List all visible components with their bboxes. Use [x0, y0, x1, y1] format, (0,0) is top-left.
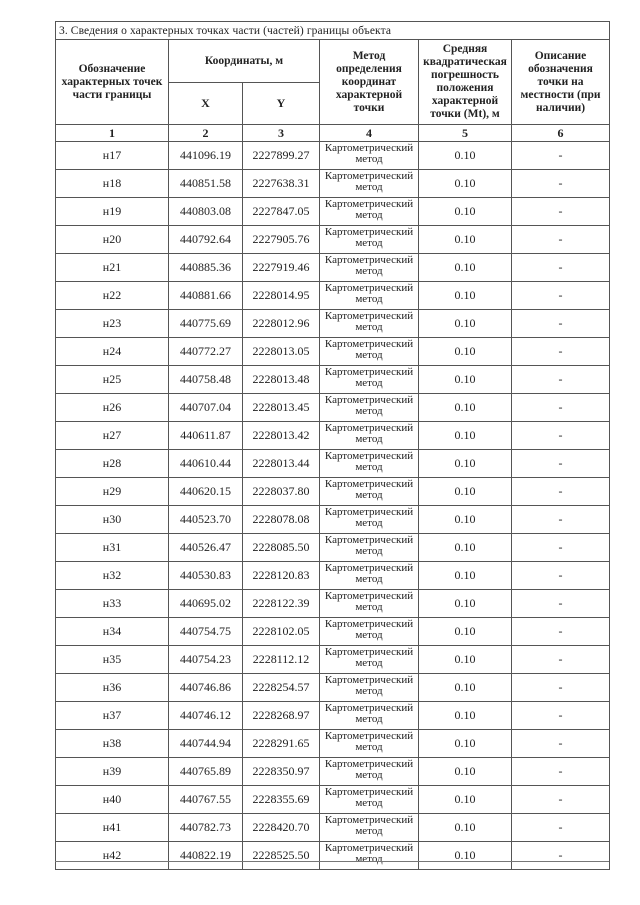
- table-row: [56, 450, 610, 478]
- point-cell: н36: [56, 674, 169, 702]
- y-coordinate-cell: 2228078.08: [243, 506, 320, 534]
- point-cell: н33: [56, 590, 169, 618]
- method-cell: Картометрический метод: [320, 198, 419, 226]
- method-cell: Картометрический метод: [320, 254, 419, 282]
- point-cell: н21: [56, 254, 169, 282]
- point-cell: н22: [56, 282, 169, 310]
- point-cell: н31: [56, 534, 169, 562]
- x-coordinate-cell: 440526.47: [169, 534, 243, 562]
- error-cell: 0.10: [419, 338, 512, 366]
- x-coordinate-cell: 440758.48: [169, 366, 243, 394]
- method-cell: Картометрический метод: [320, 758, 419, 786]
- table-row: [56, 646, 610, 674]
- x-coordinate-cell: 440775.69: [169, 310, 243, 338]
- point-cell: н35: [56, 646, 169, 674]
- y-coordinate-cell: 2227638.31: [243, 170, 320, 198]
- table-row: [56, 338, 610, 366]
- method-cell: Картометрический метод: [320, 590, 419, 618]
- error-cell: 0.10: [419, 618, 512, 646]
- x-coordinate-cell: 440744.94: [169, 730, 243, 758]
- column-number-4: 4: [320, 125, 419, 142]
- header-description: Описание обозначения точки на местности (при наличии): [512, 40, 610, 125]
- error-cell: 0.10: [419, 506, 512, 534]
- error-cell: 0.10: [419, 758, 512, 786]
- method-cell: Картометрический метод: [320, 618, 419, 646]
- x-coordinate-cell: 440885.36: [169, 254, 243, 282]
- y-coordinate-cell: 2228013.45: [243, 394, 320, 422]
- description-cell: -: [512, 646, 610, 674]
- table-row: [56, 394, 610, 422]
- method-cell: Картометрический метод: [320, 338, 419, 366]
- description-cell: -: [512, 422, 610, 450]
- x-coordinate-cell: 440620.15: [169, 478, 243, 506]
- error-cell: 0.10: [419, 534, 512, 562]
- table-row: [56, 478, 610, 506]
- table-row: [56, 814, 610, 842]
- method-cell: Картометрический метод: [320, 226, 419, 254]
- x-coordinate-cell: 440822.19: [169, 842, 243, 870]
- x-coordinate-cell: 440803.08: [169, 198, 243, 226]
- y-coordinate-cell: 2228355.69: [243, 786, 320, 814]
- y-coordinate-cell: 2228013.05: [243, 338, 320, 366]
- table-row: [56, 842, 610, 870]
- description-cell: -: [512, 506, 610, 534]
- table-row: [56, 786, 610, 814]
- document-sheet: [55, 21, 609, 870]
- error-cell: 0.10: [419, 478, 512, 506]
- point-cell: н26: [56, 394, 169, 422]
- footer-divider: [55, 861, 609, 862]
- column-number-3: 3: [243, 125, 320, 142]
- error-cell: 0.10: [419, 730, 512, 758]
- method-cell: Картометрический метод: [320, 814, 419, 842]
- method-cell: Картометрический метод: [320, 534, 419, 562]
- point-cell: н32: [56, 562, 169, 590]
- method-cell: Картометрический метод: [320, 310, 419, 338]
- y-coordinate-cell: 2228085.50: [243, 534, 320, 562]
- y-coordinate-cell: 2227899.27: [243, 142, 320, 170]
- error-cell: 0.10: [419, 422, 512, 450]
- error-cell: 0.10: [419, 198, 512, 226]
- method-cell: Картометрический метод: [320, 506, 419, 534]
- y-coordinate-cell: 2228013.48: [243, 366, 320, 394]
- y-coordinate-cell: 2228037.80: [243, 478, 320, 506]
- method-cell: Картометрический метод: [320, 730, 419, 758]
- description-cell: -: [512, 226, 610, 254]
- table-row: [56, 366, 610, 394]
- x-coordinate-cell: 440754.23: [169, 646, 243, 674]
- table-row: [56, 730, 610, 758]
- description-cell: -: [512, 366, 610, 394]
- table-row: [56, 422, 610, 450]
- table-row: [56, 534, 610, 562]
- method-cell: Картометрический метод: [320, 646, 419, 674]
- description-cell: -: [512, 394, 610, 422]
- point-cell: н42: [56, 842, 169, 870]
- table-row: [56, 618, 610, 646]
- table-row: [56, 142, 610, 170]
- description-cell: -: [512, 842, 610, 870]
- point-cell: н27: [56, 422, 169, 450]
- description-cell: -: [512, 338, 610, 366]
- y-coordinate-cell: 2228291.65: [243, 730, 320, 758]
- description-cell: -: [512, 142, 610, 170]
- x-coordinate-cell: 440530.83: [169, 562, 243, 590]
- x-coordinate-cell: 440707.04: [169, 394, 243, 422]
- error-cell: 0.10: [419, 590, 512, 618]
- y-coordinate-cell: 2228420.70: [243, 814, 320, 842]
- description-cell: -: [512, 310, 610, 338]
- table-row: [56, 170, 610, 198]
- section-title: 3. Сведения о характерных точках части (частей) границы объекта: [56, 22, 610, 40]
- x-coordinate-cell: 440746.86: [169, 674, 243, 702]
- method-cell: Картометрический метод: [320, 422, 419, 450]
- x-coordinate-cell: 441096.19: [169, 142, 243, 170]
- point-cell: н41: [56, 814, 169, 842]
- y-coordinate-cell: 2228350.97: [243, 758, 320, 786]
- header-designation: Обозначение характерных точек части границы: [56, 40, 169, 125]
- x-coordinate-cell: 440695.02: [169, 590, 243, 618]
- header-x: X: [169, 83, 243, 125]
- column-number-2: 2: [169, 125, 243, 142]
- error-cell: 0.10: [419, 674, 512, 702]
- table-row: [56, 254, 610, 282]
- error-cell: 0.10: [419, 254, 512, 282]
- error-cell: 0.10: [419, 646, 512, 674]
- point-cell: н34: [56, 618, 169, 646]
- x-coordinate-cell: 440782.73: [169, 814, 243, 842]
- method-cell: Картометрический метод: [320, 366, 419, 394]
- x-coordinate-cell: 440610.44: [169, 450, 243, 478]
- description-cell: -: [512, 170, 610, 198]
- method-cell: Картометрический метод: [320, 394, 419, 422]
- error-cell: 0.10: [419, 226, 512, 254]
- column-number-6: 6: [512, 125, 610, 142]
- method-cell: Картометрический метод: [320, 702, 419, 730]
- point-cell: н29: [56, 478, 169, 506]
- y-coordinate-cell: 2228112.12: [243, 646, 320, 674]
- x-coordinate-cell: 440765.89: [169, 758, 243, 786]
- error-cell: 0.10: [419, 786, 512, 814]
- description-cell: -: [512, 758, 610, 786]
- point-cell: н30: [56, 506, 169, 534]
- table-body: [56, 142, 610, 870]
- y-coordinate-cell: 2228122.39: [243, 590, 320, 618]
- table-row: [56, 198, 610, 226]
- description-cell: -: [512, 730, 610, 758]
- boundary-points-table: [55, 21, 610, 870]
- method-cell: Картометрический метод: [320, 562, 419, 590]
- point-cell: н39: [56, 758, 169, 786]
- point-cell: н20: [56, 226, 169, 254]
- column-number-1: 1: [56, 125, 169, 142]
- x-coordinate-cell: 440851.58: [169, 170, 243, 198]
- method-cell: Картометрический метод: [320, 842, 419, 870]
- x-coordinate-cell: 440772.27: [169, 338, 243, 366]
- point-cell: н38: [56, 730, 169, 758]
- error-cell: 0.10: [419, 450, 512, 478]
- description-cell: -: [512, 590, 610, 618]
- y-coordinate-cell: 2228102.05: [243, 618, 320, 646]
- table-row: [56, 758, 610, 786]
- x-coordinate-cell: 440881.66: [169, 282, 243, 310]
- method-cell: Картометрический метод: [320, 450, 419, 478]
- y-coordinate-cell: 2227919.46: [243, 254, 320, 282]
- error-cell: 0.10: [419, 702, 512, 730]
- error-cell: 0.10: [419, 310, 512, 338]
- column-number-5: 5: [419, 125, 512, 142]
- method-cell: Картометрический метод: [320, 282, 419, 310]
- y-coordinate-cell: 2228120.83: [243, 562, 320, 590]
- error-cell: 0.10: [419, 366, 512, 394]
- y-coordinate-cell: 2228012.96: [243, 310, 320, 338]
- error-cell: 0.10: [419, 170, 512, 198]
- point-cell: н37: [56, 702, 169, 730]
- table-row: [56, 226, 610, 254]
- table-row: [56, 590, 610, 618]
- description-cell: -: [512, 562, 610, 590]
- description-cell: -: [512, 254, 610, 282]
- error-cell: 0.10: [419, 562, 512, 590]
- error-cell: 0.10: [419, 814, 512, 842]
- description-cell: -: [512, 282, 610, 310]
- description-cell: -: [512, 674, 610, 702]
- error-cell: 0.10: [419, 282, 512, 310]
- y-coordinate-cell: 2228525.50: [243, 842, 320, 870]
- y-coordinate-cell: 2228268.97: [243, 702, 320, 730]
- table-row: [56, 506, 610, 534]
- x-coordinate-cell: 440792.64: [169, 226, 243, 254]
- error-cell: 0.10: [419, 842, 512, 870]
- header-y: Y: [243, 83, 320, 125]
- table-row: [56, 310, 610, 338]
- table-row: [56, 702, 610, 730]
- method-cell: Картометрический метод: [320, 674, 419, 702]
- method-cell: Картометрический метод: [320, 786, 419, 814]
- point-cell: н23: [56, 310, 169, 338]
- description-cell: -: [512, 618, 610, 646]
- method-cell: Картометрический метод: [320, 142, 419, 170]
- x-coordinate-cell: 440523.70: [169, 506, 243, 534]
- y-coordinate-cell: 2228013.42: [243, 422, 320, 450]
- header-error: Средняя квадратическая погрешность положения характерной точки (Mt), м: [419, 40, 512, 125]
- description-cell: -: [512, 814, 610, 842]
- point-cell: н24: [56, 338, 169, 366]
- point-cell: н25: [56, 366, 169, 394]
- point-cell: н17: [56, 142, 169, 170]
- y-coordinate-cell: 2228013.44: [243, 450, 320, 478]
- y-coordinate-cell: 2227905.76: [243, 226, 320, 254]
- description-cell: -: [512, 450, 610, 478]
- x-coordinate-cell: 440767.55: [169, 786, 243, 814]
- method-cell: Картометрический метод: [320, 170, 419, 198]
- x-coordinate-cell: 440746.12: [169, 702, 243, 730]
- y-coordinate-cell: 2228254.57: [243, 674, 320, 702]
- description-cell: -: [512, 534, 610, 562]
- method-cell: Картометрический метод: [320, 478, 419, 506]
- description-cell: -: [512, 478, 610, 506]
- description-cell: -: [512, 702, 610, 730]
- description-cell: -: [512, 786, 610, 814]
- x-coordinate-cell: 440611.87: [169, 422, 243, 450]
- y-coordinate-cell: 2227847.05: [243, 198, 320, 226]
- table-row: [56, 282, 610, 310]
- table-row: [56, 562, 610, 590]
- header-method: Метод определения координат характерной точки: [320, 40, 419, 125]
- point-cell: н19: [56, 198, 169, 226]
- point-cell: н18: [56, 170, 169, 198]
- point-cell: н28: [56, 450, 169, 478]
- error-cell: 0.10: [419, 142, 512, 170]
- header-coordinates: Координаты, м: [169, 40, 320, 83]
- table-row: [56, 674, 610, 702]
- x-coordinate-cell: 440754.75: [169, 618, 243, 646]
- y-coordinate-cell: 2228014.95: [243, 282, 320, 310]
- point-cell: н40: [56, 786, 169, 814]
- description-cell: -: [512, 198, 610, 226]
- error-cell: 0.10: [419, 394, 512, 422]
